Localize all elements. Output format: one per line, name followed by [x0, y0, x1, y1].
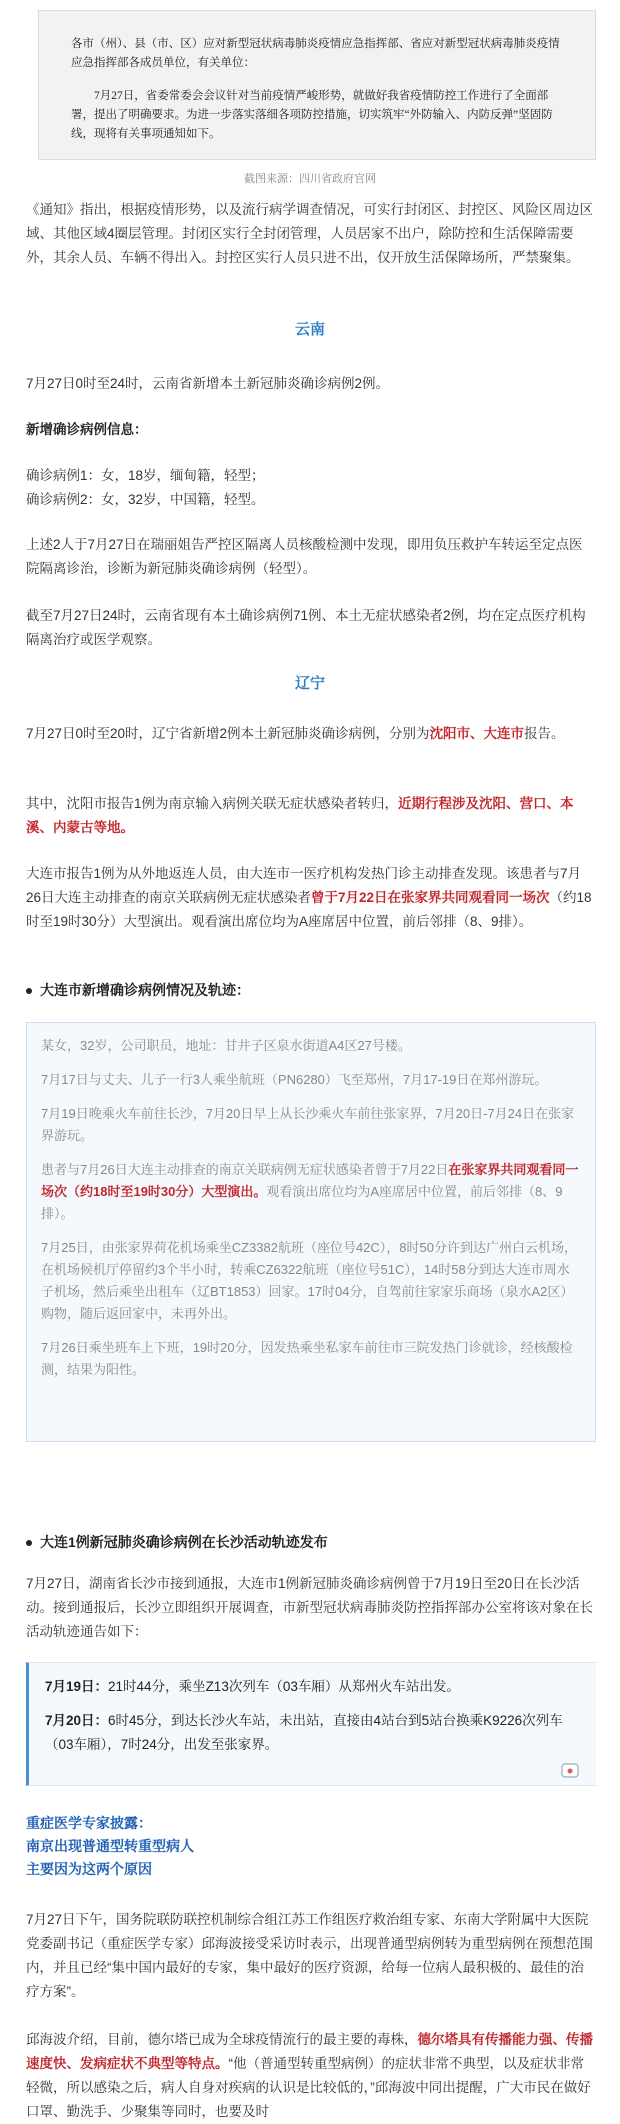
expert-paragraph-1: 7月27日下午，国务院联防联控机制综合组江苏工作组医疗救治组专家、东南大学附属中大医院党委副书记（重症医学专家）邱海波接受采访时表示，出现普通型病例转为重型病例在预想范围内，并且已经“集中国内最好的专家，集中最好的医疗资源，给每一位病人最积极的、最佳的治疗方案”。: [26, 1912, 593, 1999]
changsha-paragraph: 7月27日，湖南省长沙市接到通报，大连市1例新冠肺炎确诊病例曾于7月19日至20日在长沙活动。接到通报后，长沙立即组织开展调查，市新型冠状病毒肺炎防控指挥部办公室将该对象在长活动轨迹通告如下：: [26, 1576, 593, 1639]
notice-para-1: 各市（州）、县（市、区）应对新型冠状病毒肺炎疫情应急指挥部、省应对新型冠状病毒肺炎疫情应急指挥部各成员单位，有关单位：: [71, 38, 560, 69]
changsha-heading: 大连1例新冠肺炎确诊病例在长沙活动轨迹发布: [40, 1534, 328, 1550]
trajectory-item: 7月17日与丈夫、儿子一行3人乘坐航班（PN6280）飞至郑州，7月17-19日在郑州游玩。: [41, 1072, 548, 1087]
trajectory-item: 7月25日，由张家界荷花机场乘坐CZ3382航班（座位号42C），8时50分许到达广州白云机场，在机场候机厅停留约3个半小时，转乘CZ6322航班（座位号51C），14时58分到达大连市周水子机场，然后乘坐出租车（辽BT1853）回家。17时04分，自驾前往家家乐商场（泉水A2区）购物，随后返回家中，未再外出。: [41, 1240, 577, 1321]
yunnan-paragraph-1: 7月27日0时至24时，云南省新增本土新冠肺炎确诊病例2例。: [26, 376, 390, 391]
expert-heading-line-1: 重症医学专家披露：: [26, 1815, 152, 1831]
intro-paragraph: 《通知》指出，根据疫情形势，以及流行病学调查情况，可实行封闭区、封控区、风险区周边区域、其他区域4圈层管理。封闭区实行全封闭管理，人员居家不出户，除防控和生活保障需要外，其余人员、车辆不得出入。封控区实行人员只进不出，仅开放生活保障场所，严禁聚集。: [26, 202, 593, 265]
timeline-entry: 7月19日：21时44分，乘坐Z13次列车（03车厢）从郑州火车站出发。: [45, 1679, 460, 1694]
share-icon[interactable]: [560, 1760, 580, 1780]
dalian-case-heading: 大连市新增确诊病例情况及轨迹：: [40, 982, 250, 998]
liaoning-paragraph-2: 其中，沈阳市报告1例为南京输入病例关联无症状感染者转归，近期行程涉及沈阳、营口、本溪、内蒙古等地。: [26, 796, 574, 835]
yunnan-paragraph-2: 上述2人于7月27日在瑞丽姐告严控区隔离人员核酸检测中发现，即用负压救护车转运至定点医院隔离诊治，诊断为新冠肺炎确诊病例（轻型）。: [26, 537, 583, 576]
section-heading-yunnan: 云南: [294, 321, 325, 338]
notice-screenshot-image: [38, 10, 596, 160]
section-heading-liaoning: 辽宁: [294, 675, 325, 692]
yunnan-paragraph-3: 截至7月27日24时，云南省现有本土确诊病例71例、本土无症状感染者2例，均在定点医疗机构隔离治疗或医学观察。: [26, 608, 586, 647]
expert-heading-line-3: 主要因为这两个原因: [26, 1861, 152, 1877]
timeline-entry: 7月20日：6时45分，到达长沙火车站，未出站，直接由4站台到5站台换乘K9226次列车（03车厢），7时24分，出发至张家界。: [45, 1713, 563, 1752]
trajectory-item: 某女，32岁，公司职员，地址：甘井子区泉水街道A4区27号楼。: [41, 1038, 411, 1053]
trajectory-item: 7月26日乘坐班车上下班，19时20分，因发热乘坐私家车前往市三院发热门诊就诊，经核酸检测，结果为阳性。: [41, 1340, 573, 1377]
trajectory-item: 7月19日晚乘火车前往长沙，7月20日早上从长沙乘火车前往张家界，7月20日-7月24日在张家界游玩。: [41, 1106, 575, 1143]
yunnan-subheading: 新增确诊病例信息：: [26, 422, 148, 437]
changsha-timeline-box: [26, 1662, 596, 1786]
yunnan-case-2: 确诊病例2：女，32岁，中国籍，轻型。: [26, 492, 265, 507]
liaoning-paragraph-1: 7月27日0时至20时，辽宁省新增2例本土新冠肺炎确诊病例，分别为沈阳市、大连市报告。: [26, 726, 565, 741]
expert-paragraph-2: 邱海波介绍，目前，德尔塔已成为全球疫情流行的最主要的毒株，德尔塔具有传播能力强、传播速度快、发病症状不典型等特点。“他（普通型转重型病例）的症状非常不典型，以及症状非常轻微，所以感染之后，病人自身对疾病的认识是比较低的，”邱海波中同出提醒，广大市民在做好口罩、勤洗手、少聚集等同时，也要及时: [26, 2032, 593, 2119]
notice-para-2: 7月27日，省委常委会会议针对当前疫情严峻形势，就做好我省疫情防控工作进行了全面部署，提出了明确要求。为进一步落实落细各项防控措施，切实筑牢“外防输入、内防反弹”坚固防线，现将有关事项通知如下。: [71, 90, 553, 140]
yunnan-case-1: 确诊病例1：女，18岁，缅甸籍，轻型；: [26, 468, 265, 483]
image-caption: 截图来源：四川省政府官网: [244, 173, 376, 185]
expert-heading-line-2: 南京出现普通型转重型病人: [26, 1838, 194, 1854]
dalian-trajectory-box: [26, 1022, 596, 1442]
trajectory-item: 患者与7月26日大连主动排查的南京关联病例无症状感染者曾于7月22日在张家界共同观看同一场次（约18时至19时30分）大型演出。观看演出席位均为A座席居中位置，前后邻排（8、9排）。: [41, 1162, 579, 1221]
liaoning-paragraph-3: 大连市报告1例为从外地返连人员，由大连市一医疗机构发热门诊主动排查发现。该患者与7月26日大连主动排查的南京关联病例无症状感染者曾于7月22日在张家界共同观看同一场次（约18时至19时30分）大型演出。观看演出席位均为A座席居中位置，前后邻排（8、9排）。: [26, 866, 592, 929]
